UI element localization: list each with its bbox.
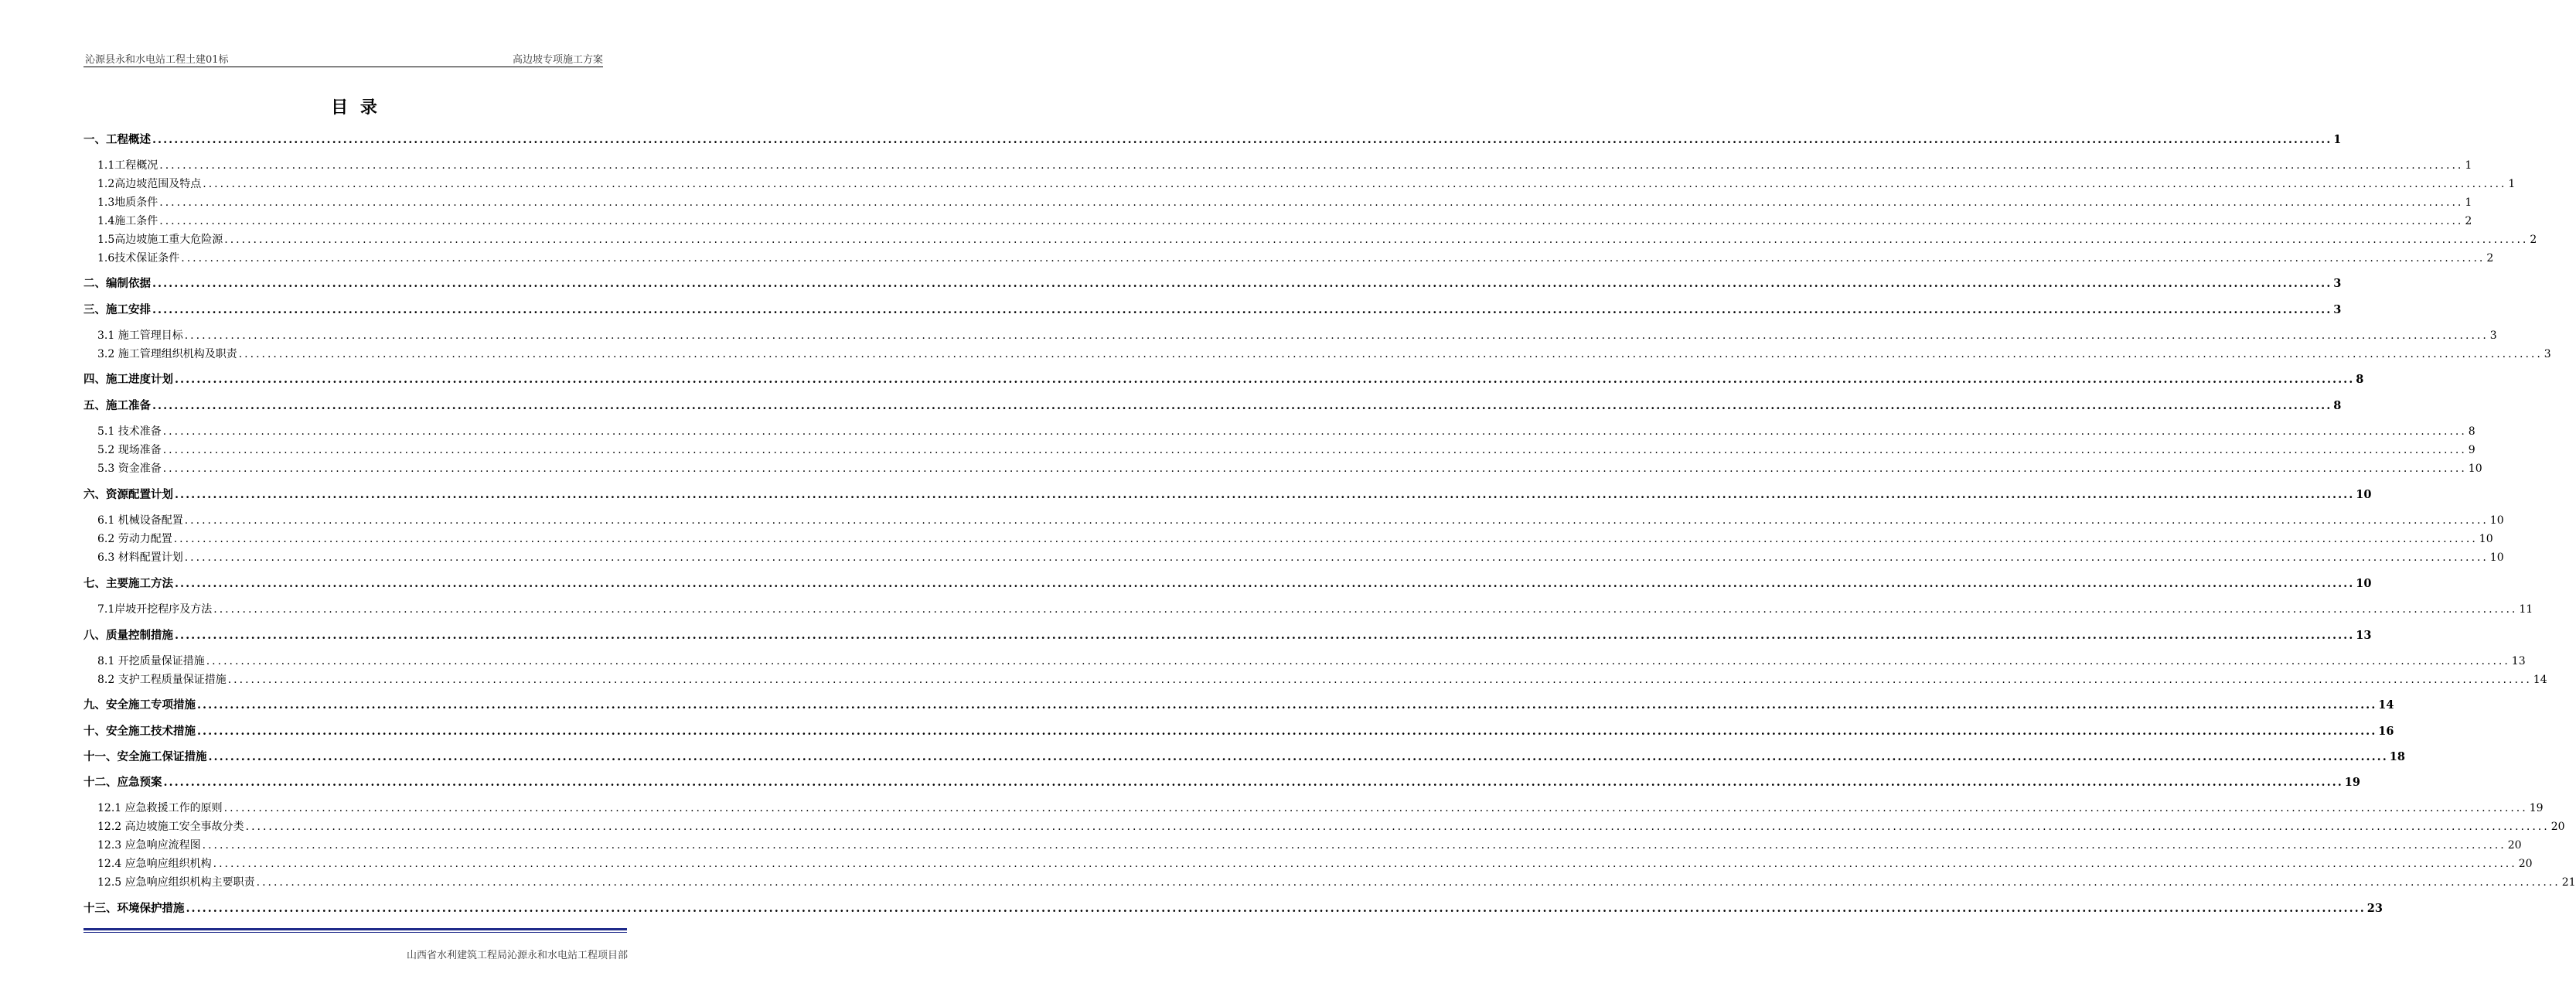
toc-chapter-entry[interactable]: [83, 900, 2383, 917]
toc-section-entry[interactable]: [97, 531, 2493, 548]
toc-entry-label: 12.2 高边坡施工安全事故分类: [97, 821, 244, 833]
toc-entry-page: 2: [2486, 252, 2494, 265]
toc-section-entry[interactable]: [97, 176, 2516, 193]
toc-entry-page: 10: [2489, 514, 2504, 527]
toc-entry-page: 1: [2465, 196, 2472, 209]
toc-entry-label: 3.2 施工管理组织机构及职责: [97, 348, 237, 360]
toc-chapter-entry[interactable]: [83, 697, 2394, 714]
toc-section-entry[interactable]: [97, 855, 2533, 872]
toc-dot-leader: ................................................................................................................................................................................................................................................................................................................................................................................................................: [245, 821, 2550, 833]
toc-section-entry[interactable]: [97, 549, 2504, 566]
toc-entry-page: 3: [2544, 348, 2551, 360]
toc-entry-page: 11: [2519, 603, 2533, 616]
toc-entry-label: 1.1工程概况: [97, 159, 158, 172]
toc-dot-leader: ................................................................................................................................................................................................................................................................................................................................................................................................................: [227, 674, 2532, 686]
toc-entry-page: 20: [2507, 839, 2522, 852]
toc-entry-page: 2: [2465, 215, 2472, 227]
toc-dot-leader: ................................................................................................................................................................................................................................................................................................................................................................................................................: [162, 444, 2467, 456]
toc-entry-page: 20: [2550, 821, 2565, 833]
toc-entry-page: 9: [2468, 444, 2475, 456]
toc-entry-page: 10: [2356, 488, 2372, 501]
toc-section-entry[interactable]: [97, 231, 2537, 248]
toc-dot-leader: ................................................................................................................................................................................................................................................................................................................................................................................................................: [162, 463, 2467, 475]
toc-dot-leader: ................................................................................................................................................................................................................................................................................................................................................................................................................: [152, 133, 2332, 146]
page-footer: 山西省水利建筑工程局沁源永和水电站工程项目部: [406, 950, 628, 961]
toc-entry-label: 5.2 现场准备: [97, 444, 162, 456]
toc-entry-page: 1: [2333, 133, 2342, 146]
toc-chapter-entry[interactable]: [83, 749, 2405, 766]
toc-entry-page: 13: [2356, 629, 2372, 642]
toc-entry-label: 七、主要施工方法: [83, 577, 173, 590]
toc-entry-label: 3.1 施工管理目标: [97, 329, 183, 342]
toc-section-entry[interactable]: [97, 837, 2522, 854]
toc-section-entry[interactable]: [97, 442, 2475, 459]
toc-dot-leader: ................................................................................................................................................................................................................................................................................................................................................................................................................: [184, 514, 2489, 527]
toc-entry-label: 12.1 应急救援工作的原则: [97, 802, 223, 814]
toc-dot-leader: ................................................................................................................................................................................................................................................................................................................................................................................................................: [163, 776, 2343, 789]
toc-dot-leader: ................................................................................................................................................................................................................................................................................................................................................................................................................: [224, 234, 2529, 246]
toc-entry-label: 6.2 劳动力配置: [97, 533, 172, 545]
toc-dot-leader: ................................................................................................................................................................................................................................................................................................................................................................................................................: [206, 655, 2510, 667]
toc-section-entry[interactable]: [97, 250, 2494, 267]
toc-entry-label: 5.3 资金准备: [97, 463, 162, 475]
toc-dot-leader: ................................................................................................................................................................................................................................................................................................................................................................................................................: [208, 750, 2388, 763]
toc-section-entry[interactable]: [97, 818, 2565, 835]
toc-entry-label: 1.5高边坡施工重大危险源: [97, 234, 223, 246]
toc-chapter-entry[interactable]: [83, 627, 2372, 644]
toc-dot-leader: ................................................................................................................................................................................................................................................................................................................................................................................................................: [181, 252, 2486, 265]
toc-entry-page: 8: [2468, 425, 2475, 438]
toc-entry-label: 8.1 开挖质量保证措施: [97, 655, 205, 667]
toc-dot-leader: ................................................................................................................................................................................................................................................................................................................................................................................................................: [186, 902, 2366, 915]
toc-entry-page: 1: [2465, 159, 2472, 172]
toc-entry-label: 十三、环境保护措施: [83, 902, 185, 915]
toc-section-entry[interactable]: [97, 194, 2472, 211]
toc-entry-page: 20: [2518, 858, 2533, 870]
toc-entry-page: 3: [2333, 277, 2342, 290]
toc-dot-leader: ................................................................................................................................................................................................................................................................................................................................................................................................................: [175, 577, 2355, 590]
toc-entry-page: 8: [2333, 399, 2342, 412]
toc-entry-page: 3: [2333, 303, 2342, 316]
toc-entry-label: 1.6技术保证条件: [97, 252, 180, 265]
toc-section-entry[interactable]: [97, 460, 2482, 477]
toc-chapter-entry[interactable]: [83, 774, 2360, 791]
toc-entry-page: 23: [2366, 902, 2383, 915]
toc-dot-leader: ................................................................................................................................................................................................................................................................................................................................................................................................................: [238, 348, 2543, 360]
toc-section-entry[interactable]: [97, 346, 2551, 363]
toc-entry-label: 六、资源配置计划: [83, 488, 173, 501]
toc-section-entry[interactable]: [97, 423, 2475, 440]
toc-dot-leader: ................................................................................................................................................................................................................................................................................................................................................................................................................: [213, 603, 2518, 616]
footer-rule-thick: [83, 928, 627, 930]
toc-entry-page: 19: [2529, 802, 2544, 814]
toc-entry-page: 10: [2468, 463, 2482, 475]
toc-chapter-entry[interactable]: [83, 723, 2394, 740]
toc-section-entry[interactable]: [97, 213, 2472, 230]
toc-entry-page: 16: [2378, 725, 2394, 738]
toc-entry-label: 八、质量控制措施: [83, 629, 173, 642]
toc-entry-label: 5.1 技术准备: [97, 425, 162, 438]
toc-chapter-entry[interactable]: [83, 302, 2342, 319]
toc-entry-page: 10: [2479, 533, 2493, 545]
toc-section-entry[interactable]: [97, 800, 2544, 817]
toc-dot-leader: ................................................................................................................................................................................................................................................................................................................................................................................................................: [213, 858, 2517, 870]
toc-title: 目 录: [331, 97, 380, 118]
toc-entry-label: 12.3 应急响应流程图: [97, 839, 201, 852]
toc-section-entry[interactable]: [97, 157, 2472, 174]
toc-entry-label: 1.2高边坡范围及特点: [97, 178, 202, 190]
toc-entry-label: 7.1岸坡开挖程序及方法: [97, 603, 213, 616]
toc-chapter-entry[interactable]: [83, 371, 2364, 388]
toc-entry-page: 8: [2356, 373, 2364, 386]
toc-entry-label: 二、编制依据: [83, 277, 151, 290]
toc-entry-label: 九、安全施工专项措施: [83, 698, 196, 712]
toc-section-entry[interactable]: [97, 601, 2533, 618]
toc-entry-label: 8.2 支护工程质量保证措施: [97, 674, 227, 686]
toc-chapter-entry[interactable]: [83, 486, 2372, 504]
toc-entry-page: 10: [2356, 577, 2372, 590]
toc-dot-leader: ................................................................................................................................................................................................................................................................................................................................................................................................................: [184, 551, 2489, 564]
toc-entry-label: 四、施工进度计划: [83, 373, 173, 386]
toc-dot-leader: ................................................................................................................................................................................................................................................................................................................................................................................................................: [202, 839, 2506, 852]
table-of-contents: [83, 0, 2576, 928]
toc-dot-leader: ................................................................................................................................................................................................................................................................................................................................................................................................................: [159, 215, 2464, 227]
toc-dot-leader: ................................................................................................................................................................................................................................................................................................................................................................................................................: [173, 533, 2478, 545]
toc-chapter-entry[interactable]: [83, 398, 2342, 415]
toc-dot-leader: ................................................................................................................................................................................................................................................................................................................................................................................................................: [152, 277, 2332, 290]
toc-entry-page: 21: [2561, 876, 2576, 889]
toc-entry-label: 6.3 材料配置计划: [97, 551, 183, 564]
toc-entry-label: 6.1 机械设备配置: [97, 514, 183, 527]
toc-entry-label: 1.4施工条件: [97, 215, 158, 227]
toc-dot-leader: ................................................................................................................................................................................................................................................................................................................................................................................................................: [152, 399, 2332, 412]
toc-entry-page: 1: [2508, 178, 2516, 190]
toc-entry-label: 一、工程概述: [83, 133, 151, 146]
footer-rule-thin: [83, 932, 627, 933]
toc-entry-page: 19: [2344, 776, 2360, 789]
toc-entry-page: 3: [2489, 329, 2497, 342]
toc-entry-page: 14: [2533, 674, 2547, 686]
toc-section-entry[interactable]: [97, 653, 2526, 670]
toc-dot-leader: ................................................................................................................................................................................................................................................................................................................................................................................................................: [197, 725, 2377, 738]
toc-entry-label: 1.3地质条件: [97, 196, 158, 209]
toc-entry-page: 14: [2378, 698, 2394, 712]
toc-section-entry[interactable]: [97, 512, 2504, 529]
toc-chapter-entry[interactable]: [83, 131, 2342, 148]
toc-entry-page: 18: [2389, 750, 2405, 763]
header-project-name: 沁源县永和水电站工程土建01标: [85, 54, 229, 66]
toc-entry-label: 12.4 应急响应组织机构: [97, 858, 212, 870]
toc-entry-page: 10: [2489, 551, 2504, 564]
toc-entry-label: 十二、应急预案: [83, 776, 162, 789]
toc-dot-leader: ................................................................................................................................................................................................................................................................................................................................................................................................................: [152, 303, 2332, 316]
toc-dot-leader: ................................................................................................................................................................................................................................................................................................................................................................................................................: [197, 698, 2377, 712]
toc-dot-leader: ................................................................................................................................................................................................................................................................................................................................................................................................................: [203, 178, 2507, 190]
toc-entry-label: 12.5 应急响应组织机构主要职责: [97, 876, 255, 889]
header-document-title: 高边坡专项施工方案: [512, 54, 603, 66]
toc-entry-label: 五、施工准备: [83, 399, 151, 412]
toc-entry-page: 2: [2530, 234, 2537, 246]
toc-dot-leader: ................................................................................................................................................................................................................................................................................................................................................................................................................: [223, 802, 2528, 814]
toc-chapter-entry[interactable]: [83, 275, 2342, 292]
toc-dot-leader: ................................................................................................................................................................................................................................................................................................................................................................................................................: [256, 876, 2561, 889]
toc-dot-leader: ................................................................................................................................................................................................................................................................................................................................................................................................................: [175, 373, 2355, 386]
toc-section-entry[interactable]: [97, 671, 2547, 688]
toc-section-entry[interactable]: [97, 874, 2576, 891]
toc-dot-leader: ................................................................................................................................................................................................................................................................................................................................................................................................................: [175, 488, 2355, 501]
toc-dot-leader: ................................................................................................................................................................................................................................................................................................................................................................................................................: [159, 196, 2464, 209]
toc-entry-label: 十一、安全施工保证措施: [83, 750, 207, 763]
toc-dot-leader: ................................................................................................................................................................................................................................................................................................................................................................................................................: [184, 329, 2489, 342]
toc-chapter-entry[interactable]: [83, 575, 2372, 592]
toc-section-entry[interactable]: [97, 327, 2497, 344]
toc-dot-leader: ................................................................................................................................................................................................................................................................................................................................................................................................................: [175, 629, 2355, 642]
toc-dot-leader: ................................................................................................................................................................................................................................................................................................................................................................................................................: [162, 425, 2467, 438]
toc-entry-label: 十、安全施工技术措施: [83, 725, 196, 738]
toc-dot-leader: ................................................................................................................................................................................................................................................................................................................................................................................................................: [159, 159, 2464, 172]
toc-entry-page: 13: [2511, 655, 2526, 667]
toc-entry-label: 三、施工安排: [83, 303, 151, 316]
